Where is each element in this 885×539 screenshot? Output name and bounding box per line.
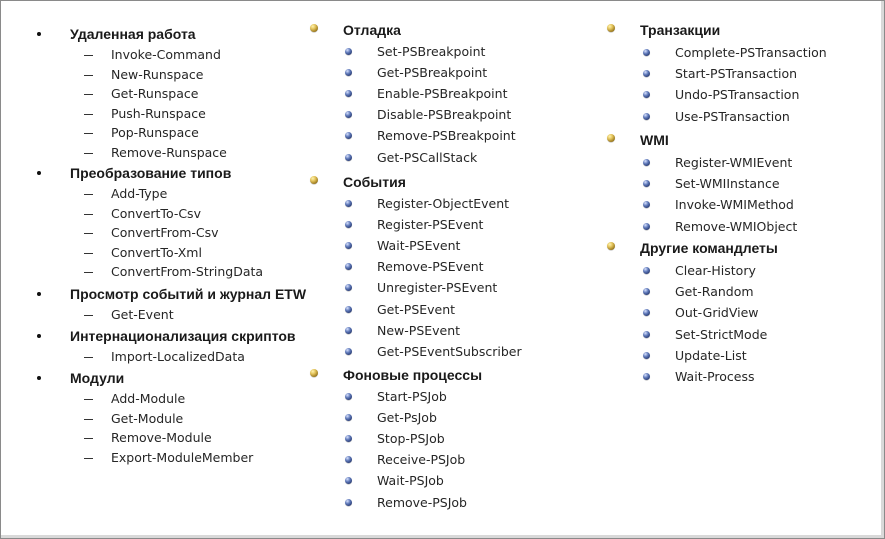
cmdlet-item: Import-LocalizedData bbox=[111, 349, 245, 364]
dash-marker bbox=[84, 458, 93, 459]
cmdlet-item: Register-WMIEvent bbox=[675, 155, 793, 170]
cmdlet-item: Add-Module bbox=[111, 391, 186, 406]
gold-bullet-icon bbox=[607, 24, 615, 32]
cmdlet-item: Use-PSTransaction bbox=[675, 108, 790, 124]
dash-marker bbox=[84, 438, 93, 439]
dash-marker bbox=[84, 75, 93, 76]
cmdlet-item: ConvertFrom-StringData bbox=[111, 264, 264, 280]
dash-marker bbox=[84, 399, 93, 400]
section-heading: Другие командлеты bbox=[640, 240, 778, 256]
blue-bullet-icon bbox=[643, 267, 650, 274]
cmdlet-item: Pop-Runspace bbox=[111, 125, 199, 141]
section-heading: Отладка bbox=[343, 22, 401, 38]
cmdlet-item: Export-ModuleMember bbox=[111, 449, 254, 465]
cmdlet-item: Out-GridView bbox=[675, 305, 759, 321]
cmdlet-item: Set-PSBreakpoint bbox=[377, 44, 486, 59]
blue-bullet-icon bbox=[345, 393, 352, 400]
dash-marker bbox=[84, 114, 93, 115]
cmdlet-item: Unregister-PSEvent bbox=[377, 280, 498, 296]
cmdlet-item: Wait-Process bbox=[675, 369, 755, 384]
cmdlet-item: Enable-PSBreakpoint bbox=[377, 86, 508, 102]
cmdlet-item: Wait-PSJob bbox=[377, 473, 444, 489]
section-heading: Просмотр событий и журнал ETW bbox=[70, 286, 307, 302]
cmdlet-item: Get-Random bbox=[675, 284, 754, 300]
blue-bullet-icon bbox=[345, 48, 352, 55]
cmdlet-item: Remove-PSBreakpoint bbox=[377, 128, 516, 144]
section-heading: Удаленная работа bbox=[70, 26, 196, 42]
cmdlet-item: Clear-History bbox=[675, 263, 756, 278]
blue-bullet-icon bbox=[345, 327, 352, 334]
cmdlet-item: Set-WMIInstance bbox=[675, 176, 780, 192]
cmdlet-item: Remove-Runspace bbox=[111, 145, 227, 160]
dash-marker bbox=[84, 272, 93, 273]
dash-marker bbox=[84, 315, 93, 316]
blue-bullet-icon bbox=[345, 200, 352, 207]
gold-bullet-icon bbox=[310, 24, 318, 32]
dash-marker bbox=[84, 194, 93, 195]
section-heading: Транзакции bbox=[640, 22, 721, 38]
cmdlet-item: Invoke-Command bbox=[111, 47, 221, 62]
gold-bullet-icon bbox=[607, 242, 615, 250]
bullet-marker bbox=[37, 334, 41, 338]
cmdlet-item: Get-Event bbox=[111, 307, 174, 322]
cmdlet-item: Remove-PSJob bbox=[377, 494, 467, 510]
blue-bullet-icon bbox=[345, 306, 352, 313]
section-heading: WMI bbox=[640, 132, 669, 148]
cmdlet-item: ConvertTo-Csv bbox=[111, 205, 201, 221]
cmdlet-item: Update-List bbox=[675, 347, 747, 363]
section-heading: Интернационализация скриптов bbox=[70, 328, 296, 344]
blue-bullet-icon bbox=[643, 49, 650, 56]
dash-marker bbox=[84, 214, 93, 215]
dash-marker bbox=[84, 253, 93, 254]
cmdlet-item: Set-StrictMode bbox=[675, 326, 768, 342]
section-heading: Модули bbox=[70, 370, 125, 386]
blue-bullet-icon bbox=[643, 223, 650, 230]
dash-marker bbox=[84, 94, 93, 95]
cmdlet-item: Add-Type bbox=[111, 186, 168, 201]
cmdlet-item: Remove-PSEvent bbox=[377, 259, 484, 275]
dash-marker bbox=[84, 233, 93, 234]
blue-bullet-icon bbox=[643, 352, 650, 359]
bullet-marker bbox=[37, 171, 41, 175]
cmdlet-item: Invoke-WMIMethod bbox=[675, 197, 794, 213]
bullet-marker bbox=[37, 376, 41, 380]
cmdlet-item: Get-PsJob bbox=[377, 410, 437, 426]
section-heading: Фоновые процессы bbox=[343, 367, 483, 383]
blue-bullet-icon bbox=[345, 348, 352, 355]
cmdlet-item: Get-PSEvent bbox=[377, 301, 456, 317]
cmdlet-item: Get-PSCallStack bbox=[377, 149, 478, 165]
bullet-marker bbox=[37, 32, 41, 36]
cmdlet-item: Receive-PSJob bbox=[377, 452, 466, 468]
dash-marker bbox=[84, 133, 93, 134]
cmdlet-item: New-Runspace bbox=[111, 66, 204, 82]
blue-bullet-icon bbox=[643, 373, 650, 380]
dash-marker bbox=[84, 357, 93, 358]
cmdlet-item: ConvertFrom-Csv bbox=[111, 225, 219, 241]
gold-bullet-icon bbox=[607, 134, 615, 142]
cmdlet-item: Undo-PSTransaction bbox=[675, 87, 800, 103]
section-heading: События bbox=[343, 174, 406, 190]
cmdlet-item: Remove-WMIObject bbox=[675, 218, 798, 234]
gold-bullet-icon bbox=[310, 369, 318, 377]
blue-bullet-icon bbox=[345, 499, 352, 506]
cmdlet-item: New-PSEvent bbox=[377, 322, 461, 338]
dash-marker bbox=[84, 153, 93, 154]
cmdlet-item: Push-Runspace bbox=[111, 105, 206, 121]
cmdlet-item: Register-PSEvent bbox=[377, 217, 484, 233]
gold-bullet-icon bbox=[310, 176, 318, 184]
bullet-marker bbox=[37, 292, 41, 296]
cmdlet-item: Stop-PSJob bbox=[377, 431, 445, 447]
cmdlet-item: Wait-PSEvent bbox=[377, 238, 461, 254]
cmdlet-item: Register-ObjectEvent bbox=[377, 196, 510, 211]
cmdlet-item: Get-Module bbox=[111, 410, 184, 426]
cmdlet-item: Complete-PSTransaction bbox=[675, 45, 827, 60]
blue-bullet-icon bbox=[643, 113, 650, 120]
blue-bullet-icon bbox=[643, 331, 650, 338]
cmdlet-item: Start-PSJob bbox=[377, 389, 447, 404]
cmdlet-item: Get-Runspace bbox=[111, 86, 199, 102]
section-heading: Преобразование типов bbox=[70, 165, 232, 181]
cmdlet-item: Disable-PSBreakpoint bbox=[377, 107, 512, 123]
dash-marker bbox=[84, 419, 93, 420]
dash-marker bbox=[84, 55, 93, 56]
cmdlet-item: Start-PSTransaction bbox=[675, 66, 798, 82]
blue-bullet-icon bbox=[643, 159, 650, 166]
cmdlet-item: Get-PSEventSubscriber bbox=[377, 343, 522, 359]
cmdlet-item: Remove-Module bbox=[111, 430, 212, 446]
blue-bullet-icon bbox=[345, 154, 352, 161]
cmdlet-item: Get-PSBreakpoint bbox=[377, 65, 488, 81]
cmdlet-item: ConvertTo-Xml bbox=[111, 244, 202, 260]
